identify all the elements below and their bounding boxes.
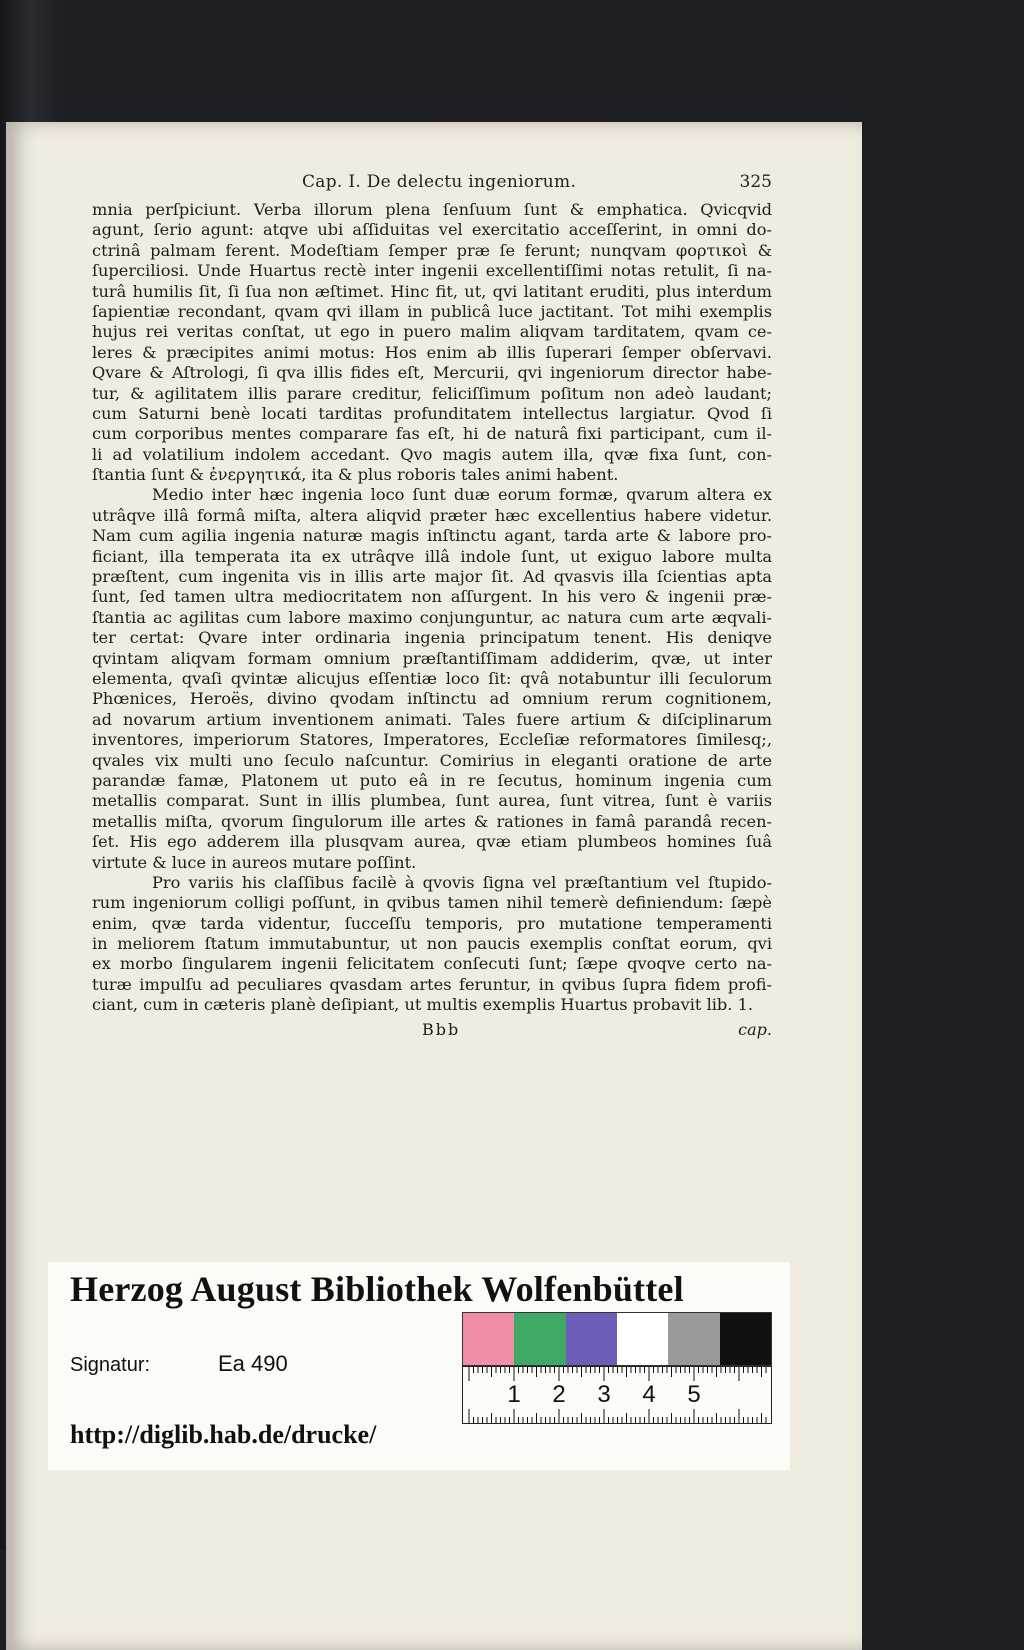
text-line: hujus rei veritas conſtat, ut ego in puero malim aliqvam tarditatem, qvam ce-	[92, 322, 772, 342]
color-calibration-swatches	[462, 1312, 772, 1366]
text-line: utrâqve illâ formâ miſta, altera aliqvid præter hæc excellentius habere videtur.	[92, 505, 772, 525]
measurement-ruler	[462, 1366, 772, 1424]
text-line: rum ingeniorum colligi poſſunt, in qvibus tamen nihil temerè definiendum: ſæpè	[92, 893, 772, 913]
swatch-green	[514, 1313, 565, 1365]
text-line: Qvare & Aſtrologi, ſi qva illis fides eſt, Mercurii, qvi ingeniorum director habe-	[92, 363, 772, 383]
text-line: inventores, imperiorum Statores, Imperatores, Eccleſiæ reformatores ſimilesq;,	[92, 730, 772, 750]
text-line: li ad volatilium indolem accedant. Qvo magis autem illa, qvæ fixa ſunt, con-	[92, 444, 772, 464]
text-line: qvintam aliqvam formam omnium præſtantiſſimam addiderim, qvæ, ut inter	[92, 648, 772, 668]
text-line: ciant, cum in cæteris planè deſipiant, ut multis exemplis Huartus probavit lib. 1.	[92, 995, 754, 1015]
page-content	[92, 168, 772, 1044]
library-url: http://diglib.hab.de/drucke/	[70, 1420, 377, 1449]
text-line: Pro variis his claſſibus facilè à qvovis ſigna vel præſtantium vel ſtupido-	[152, 872, 772, 892]
text-line: ficiant, illa temperata ita ex utrâqve illâ indole ſunt, ut exiguo labore multa	[92, 546, 772, 566]
library-title: Herzog August Bibliothek Wolfenbüttel	[70, 1269, 684, 1309]
swatch-black	[720, 1313, 771, 1365]
ruler-number: 5	[687, 1381, 701, 1408]
text-line: ter certat: Qvare inter ordinaria ingenia principatum tenent. His deniqve	[92, 628, 772, 648]
text-line: præſtent, cum ingenita vis in illis arte major ſit. Ad qvasvis illa ſcientias apta	[92, 567, 772, 587]
text-line: cum corporibus mentes comparare fas eſt, hi de naturâ fixi participant, cum il-	[92, 424, 772, 444]
text-line: in meliorem ſtatum immutabuntur, ut non paucis exemplis conſtat eorum, qvi	[92, 934, 772, 954]
text-line: ſunt, ſed tamen ultra mediocritatem non aſſurgent. In his vero & ingenii præ-	[92, 587, 772, 607]
text-line: ſet. His ego adderem illa plusqvam aurea, qvæ etiam plumbeos homines ſuâ	[92, 832, 772, 852]
text-line: ſuperciliosi. Unde Huartus rectè inter ingenii excellentiſſimi notas retulit, ſi na-	[92, 261, 772, 281]
running-head	[92, 168, 772, 198]
text-line: metallis miſta, qvorum ſingulorum ille artes & rationes in famâ parandâ recen-	[92, 811, 772, 831]
text-line: Medio inter hæc ingenia loco ſunt duæ eorum formæ, qvarum altera ex	[152, 485, 772, 505]
text-line: virtute & luce in aureos mutare poſſint.	[92, 852, 417, 872]
text-line: cum Saturni benè locati tarditas profunditatem intellectus largiatur. Qvod ſi	[92, 403, 772, 423]
text-line: turâ humilis ſit, ſi ſua non æſtimet. Hinc fit, ut, qvi latitant eruditi, plus interdum	[92, 281, 772, 301]
library-label-card	[48, 1262, 790, 1470]
swatch-blue	[566, 1313, 617, 1365]
text-line: ſtantia ſunt & ἐνεργητικά, ita & plus roboris tales animi habent.	[92, 465, 619, 485]
text-line: ſtantia ac agilitas cum labore maximo conjunguntur, ac natura cum arte æqvali-	[92, 607, 772, 627]
swatch-pink	[463, 1313, 514, 1365]
text-line: ad novarum artium inventionem animati. Tales fuere artium & diſciplinarum	[92, 709, 772, 729]
running-head-title: Cap. I. De delectu ingeniorum.	[302, 172, 577, 192]
signatur-value: Ea 490	[218, 1351, 288, 1376]
signatur-label: Signatur:	[70, 1354, 151, 1376]
text-line: mnia perſpiciunt. Verba illorum plena ſenſuum ſunt & emphatica. Qvicqvid	[92, 200, 772, 219]
signature-mark: Bbb	[422, 1019, 461, 1039]
text-line: ctrinâ palmam ferent. Modeſtiam ſemper præ ſe ferunt; nunqvam φορτικοὶ &	[92, 240, 772, 260]
ruler-number: 1	[507, 1381, 521, 1408]
text-line: tur, & agilitatem illis parare creditur, feliciſſimum poſitum non adeò laudant;	[92, 383, 772, 403]
text-line: agunt, ſerio agunt: atqve ubi aſſiduitas vel exercitatio acceſſerint, in omni do-	[92, 220, 772, 240]
ruler-number: 4	[642, 1381, 656, 1408]
catchword: cap.	[738, 1019, 772, 1039]
text-line: leres & præcipites animi motus: Hos enim ab illis ſuperari ſemper obſervavi.	[92, 342, 772, 362]
page-footer	[92, 1020, 772, 1044]
body-text	[92, 200, 772, 1016]
text-line: elementa, qvaſi qvintæ alicujus eſſentiæ loco ſit: qvâ notabuntur illi ſeculorum	[92, 668, 772, 688]
text-line: ſapientiæ recondant, qvam qvi illam in publicâ luce jactitant. Tot mihi exemplis	[92, 301, 772, 321]
page-number: 325	[739, 172, 772, 192]
swatch-gray	[668, 1313, 719, 1365]
ruler-number: 3	[597, 1381, 611, 1408]
text-line: metallis comparat. Sunt in illis plumbea, ſunt aurea, ſunt vitrea, ſunt è variis	[92, 791, 772, 811]
text-line: parandæ famæ, Platonem ut puto eâ in re ſecutus, hominum ingenia cum	[92, 770, 772, 790]
ruler-number: 2	[552, 1381, 566, 1408]
text-line: Phœnices, Heroës, divino qvodam inſtinctu ad omnium rerum cognitionem,	[92, 689, 772, 709]
text-line: enim, qvæ tarda videntur, ſucceſſu temporis, pro mutatione temperamenti	[92, 913, 772, 933]
text-line: qvales vix multi uno ſeculo naſcuntur. Comirius in eleganti oratione de arte	[92, 750, 772, 770]
text-line: Nam cum agilia ingenia naturæ magis inſtinctu agant, tarda arte & labore pro-	[92, 526, 772, 546]
text-line: turæ impulſu ad peculiares qvasdam artes feruntur, in qvibus ſupra fidem profi-	[92, 974, 772, 994]
swatch-white	[617, 1313, 668, 1365]
text-line: ex morbo ſingularem ingenii felicitatem conſecuti ſunt; ſæpe qvoqve certo na-	[92, 954, 772, 974]
